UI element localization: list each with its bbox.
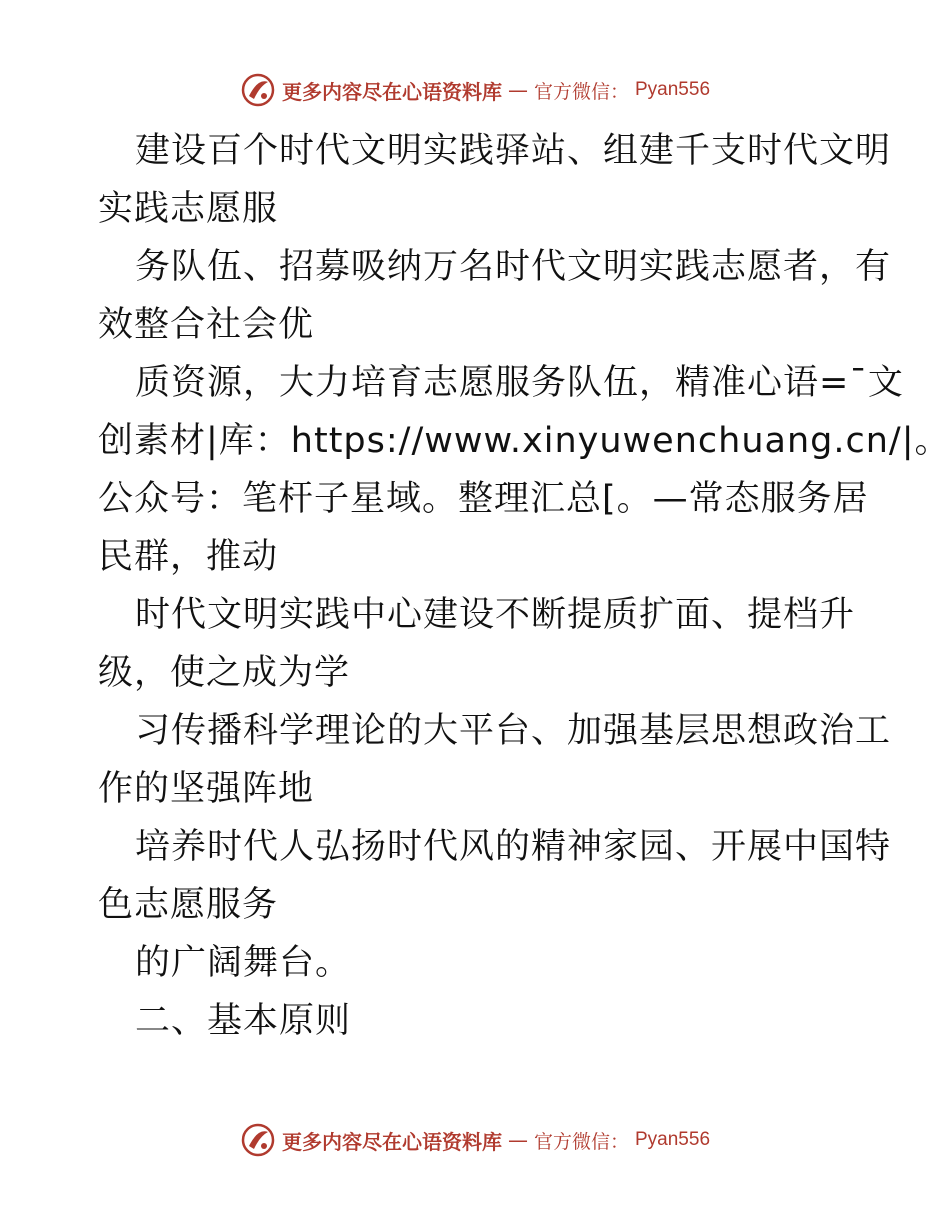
footer-brand-text: 更多内容尽在心语资料库 — [281, 1129, 502, 1154]
header-dash: — — [507, 78, 528, 102]
brand-logo-icon — [240, 72, 276, 108]
text-line: 级，使之成为学 — [98, 653, 351, 693]
text-line: 公众号：笔杆子星域。整理汇总[。—常态服务居 — [98, 479, 869, 519]
footer-wechat-id: Pyan556 — [635, 1129, 711, 1150]
text-line: 建设百个时代文明实践驿站、组建千支时代文明 — [135, 131, 892, 171]
footer-dash: — — [507, 1128, 528, 1152]
footer-wechat-label: 官方微信： — [533, 1130, 629, 1153]
header-banner — [0, 70, 950, 110]
footer-banner — [0, 1120, 950, 1160]
brand-logo-icon — [240, 1122, 276, 1158]
header-brand-text: 更多内容尽在心语资料库 — [281, 79, 502, 104]
text-line: 习传播科学理论的大平台、加强基层思想政治工 — [135, 711, 892, 751]
text-line: 创素材|库：https://www.xinyuwenchuang.cn/|。 — [98, 421, 950, 461]
text-line: 作的坚强阵地 — [98, 769, 315, 809]
text-line: 民群，推动 — [98, 537, 279, 577]
text-line: 质资源，大力培育志愿服务队伍，精准心语=¯文 — [135, 363, 904, 403]
text-line: 务队伍、招募吸纳万名时代文明实践志愿者，有 — [135, 247, 892, 287]
text-line: 效整合社会优 — [98, 305, 315, 345]
header-wechat-label: 官方微信： — [533, 80, 629, 103]
section-heading: 二、基本原则 — [135, 1001, 352, 1041]
document-body — [98, 122, 950, 1050]
text-line: 色志愿服务 — [98, 885, 279, 925]
text-line: 实践志愿服 — [98, 189, 279, 229]
header-wechat-id: Pyan556 — [635, 79, 711, 100]
text-line: 的广阔舞台。 — [135, 943, 352, 983]
text-line: 时代文明实践中心建设不断提质扩面、提档升 — [135, 595, 856, 635]
text-line: 培养时代人弘扬时代风的精神家园、开展中国特 — [135, 827, 892, 867]
